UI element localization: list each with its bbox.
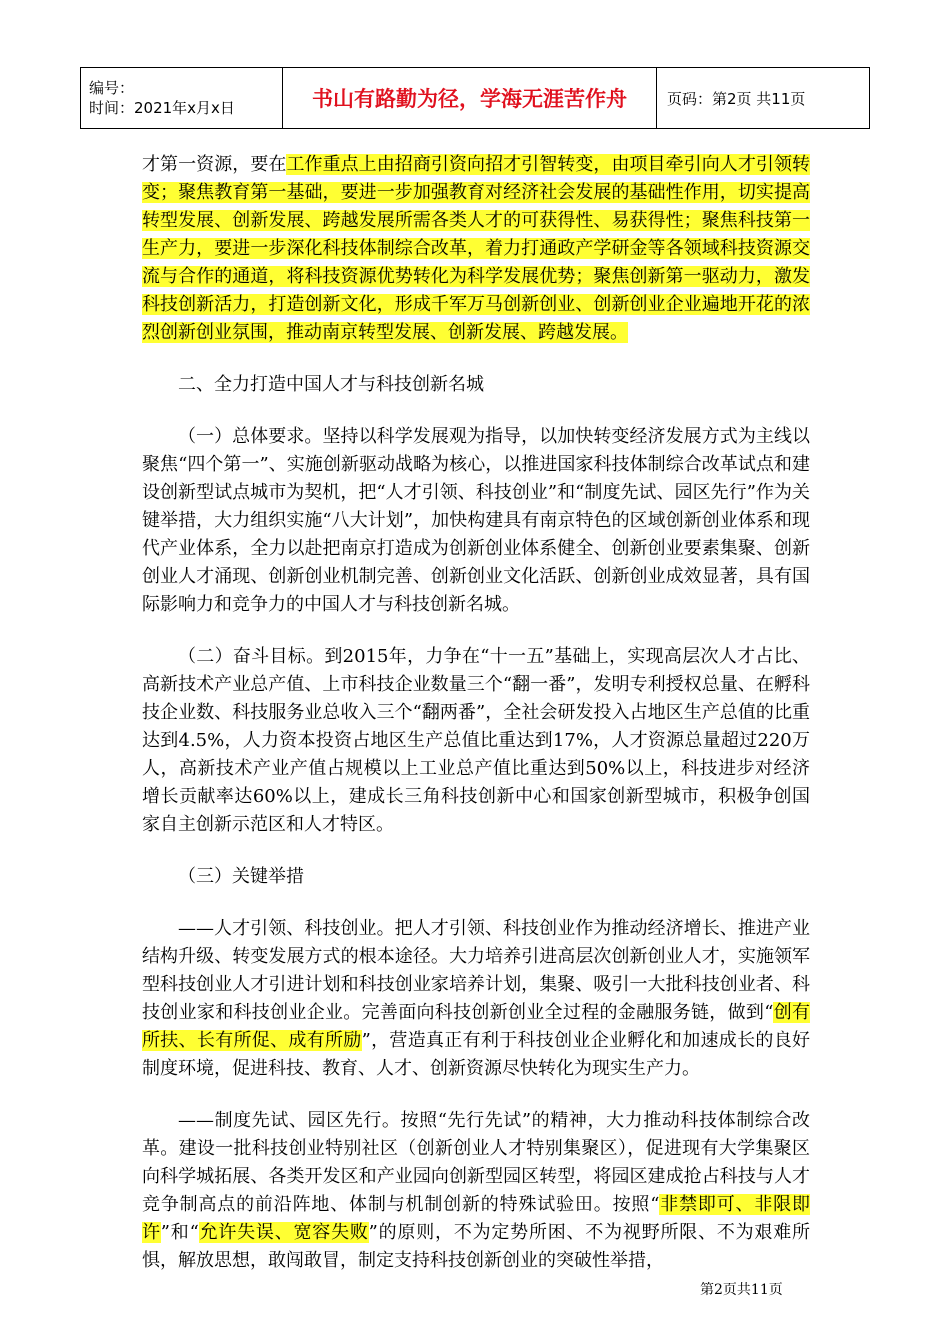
paragraph-text: 二、全力打造中国人才与科技创新名城 [178, 374, 484, 395]
paragraph-text: （三）关键举措 [178, 866, 304, 887]
motto-text: 书山有路勤为径，学海无涯苦作舟 [312, 87, 627, 111]
highlighted-text: 允许失误、宽容失败 [198, 1222, 369, 1243]
paragraph-text: ”和“ [160, 1222, 199, 1243]
footer-page-number: 第2页共11页 [700, 1282, 783, 1298]
paragraph-overall-requirements [142, 423, 810, 619]
highlighted-text: 创有所扶、长有所促、成有所励 [142, 1002, 811, 1051]
header-meta [81, 68, 283, 128]
header-page-info [657, 68, 869, 128]
paragraph-intro [142, 151, 810, 347]
time-label: 时间：2021年x月x日 [89, 99, 235, 117]
highlighted-text: 非禁即可、非限即许 [142, 1194, 811, 1243]
paragraph-text: ”，营造真正有利于科技创业企业孵化和加速成长的良好制度环境，促进科技、教育、人才、创新资源尽快转化为现实生产力。 [142, 1030, 811, 1079]
paragraph-text: ”的原则，不为定势所困、不为视野所限、不为艰难所惧，解放思想，敢闯敢冒，制定支持科技创新创业的突破性举措， [142, 1222, 811, 1271]
header-motto [283, 68, 657, 128]
paragraph-talent-lead [142, 915, 810, 1083]
paragraph-goals [142, 643, 810, 839]
highlighted-text: 工作重点上由招商引资向招才引智转变，由项目牵引向人才引领转变；聚焦教育第一基础，要进一步加强教育对经济社会发展的基础性作用，切实提高转型发展、创新发展、跨越发展所需各类人才的可获得性、易获得性；聚焦科技第一生产力，要进一步深化科技体制综合改革，着力打通政产学研金等各领域科技资源交流与合作的通道，将科技资源优势转化为科学发展优势；聚焦创新第一驱动力，激发科技创新活力，打造创新文化，形成千军万马创新创业、创新创业企业遍地开花的浓烈创新创业氛围，推动南京转型发展、创新发展、跨越发展。 [142, 154, 811, 343]
paragraph-text: 才第一资源，要在 [142, 154, 287, 175]
page-footer [700, 1279, 783, 1299]
subheading-key-measures [142, 863, 810, 891]
paragraph-text: ——制度先试、园区先行。按照“先行先试”的精神，大力推动科技体制综合改革。建设一批科技创业特别社区（创新创业人才特别集聚区），促进现有大学集聚区向科学城拓展、各类开发区和产业园向创新型园区转型，将园区建成抢占科技与人才竞争制高点的前沿阵地、体制与机制创新的特殊试验田。按照“ [142, 1110, 810, 1215]
page-label: 页码：第2页 共11页 [667, 89, 806, 108]
section-heading [142, 371, 810, 399]
number-label: 编号： [89, 79, 135, 97]
paragraph-text: （二）奋斗目标。到2015年，力争在“十一五”基础上，实现高层次人才占比、高新技术产业总产值、上市科技企业数量三个“翻一番”，发明专利授权总量、在孵科技企业数、科技服务业总收入三个“翻两番”，全社会研发投入占地区生产总值的比重达到4.5%，人力资本投资占地区生产总值比重达到17%，人才资源总量超过220万人，高新技术产业产值占规模以上工业总产值比重达到50%以上，科技进步对经济增长贡献率达60%以上，建成长三角科技创新中心和国家创新型城市，积极争创国家自主创新示范区和人才特区。 [142, 646, 810, 835]
paragraph-system-pilot [142, 1107, 810, 1275]
document-body [142, 151, 810, 1299]
page-header [80, 67, 870, 129]
paragraph-text: （一）总体要求。坚持以科学发展观为指导，以加快转变经济发展方式为主线以聚焦“四个第一”、实施创新驱动战略为核心，以推进国家科技体制综合改革试点和建设创新型试点城市为契机，把“人才引领、科技创业”和“制度先试、园区先行”作为关键举措，大力组织实施“八大计划”，加快构建具有南京特色的区域创新创业体系和现代产业体系，全力以赴把南京打造成为创新创业体系健全、创新创业要素集聚、创新创业人才涌现、创新创业机制完善、创新创业文化活跃、创新创业成效显著，具有国际影响力和竞争力的中国人才与科技创新名城。 [142, 426, 810, 615]
paragraph-text: ——人才引领、科技创业。把人才引领、科技创业作为推动经济增长、推进产业结构升级、转变发展方式的根本途径。大力培养引进高层次创新创业人才，实施领军型科技创业人才引进计划和科技创业家培养计划，集聚、吸引一大批科技创业者、科技创业家和科技创业企业。完善面向科技创新创业全过程的金融服务链，做到“ [142, 918, 810, 1023]
